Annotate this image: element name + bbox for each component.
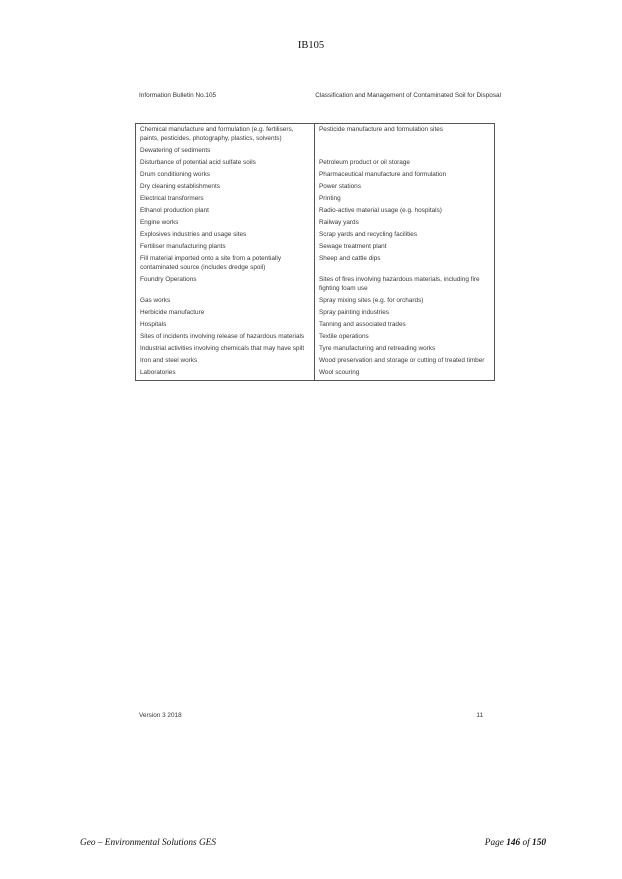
document-code: IB105 xyxy=(297,40,325,51)
table-cell: Foundry Operations xyxy=(140,276,197,283)
table-cell: Herbicide manufacture xyxy=(140,309,205,316)
table-cell xyxy=(319,146,490,158)
table-cell: Chemical manufacture and formulation (e.g. fertilisers, paints, pesticides, photography, plastics, solvents) xyxy=(140,126,294,142)
version-text: Version 3 2018 xyxy=(139,712,182,719)
table-cell: Fill material imported onto a site from a potentially contaminated source (includes dredge spoil) xyxy=(140,255,282,271)
table-cell: Disturbance of potential acid sulfate soils xyxy=(140,159,256,166)
table-cell: Spray painting industries xyxy=(319,309,389,316)
bulletin-number: Information Bulletin No.105 xyxy=(139,92,217,99)
page-label: Page xyxy=(484,838,504,848)
page-indicator xyxy=(485,838,546,848)
table-cell: Textile operations xyxy=(319,333,369,340)
table-cell: Engine works xyxy=(140,219,179,226)
activities-table xyxy=(135,123,495,381)
table-cell: Petroleum product or oil storage xyxy=(319,159,410,166)
table-cell: Iron and steel works xyxy=(140,357,198,364)
table-cell: Sheep and cattle dips xyxy=(319,255,381,262)
table-cell: Electrical transformers xyxy=(140,195,204,202)
table-cell: Industrial activities involving chemicals that may have spilt xyxy=(140,345,305,352)
table-cell: Power stations xyxy=(319,183,361,190)
table-cell: Fertiliser manufacturing plants xyxy=(140,243,226,250)
table-cell: Laboratories xyxy=(140,369,176,376)
page-of: of xyxy=(522,838,530,848)
right-column xyxy=(315,124,494,380)
table-cell: Dry cleaning establishments xyxy=(140,183,220,190)
table-cell: Explosives industries and usage sites xyxy=(140,231,247,238)
table-cell: Sites of incidents involving release of hazardous materials xyxy=(140,333,305,340)
table-cell: Dewatering of sediments xyxy=(140,147,211,154)
table-cell: Hospitals xyxy=(140,321,167,328)
table-cell: Radio-active material usage (e.g. hospitals) xyxy=(319,207,442,214)
table-cell: Pharmaceutical manufacture and formulation xyxy=(319,171,447,178)
table-cell: Drum conditioning works xyxy=(140,171,210,178)
bulletin-header xyxy=(139,92,501,99)
page-total: 150 xyxy=(532,838,546,848)
table-cell: Tyre manufacturing and retreading works xyxy=(319,345,436,352)
page-current: 146 xyxy=(506,838,521,848)
table-cell: Spray mixing sites (e.g. for orchards) xyxy=(319,297,424,304)
table-cell: Tanning and associated trades xyxy=(319,321,406,328)
table-cell: Printing xyxy=(319,195,341,202)
page-footer xyxy=(80,838,546,848)
bulletin-title: Classification and Management of Contaminated Soil for Disposal xyxy=(315,92,501,99)
left-column xyxy=(136,124,315,380)
table-cell: Sites of fires involving hazardous materials, including fire fighting foam use xyxy=(319,276,480,292)
table-cell: Gas works xyxy=(140,297,171,304)
version-footer xyxy=(139,712,483,719)
table-cell: Railway yards xyxy=(319,219,359,226)
company-name: Geo – Environmental Solutions GES xyxy=(80,838,216,848)
table-cell: Scrap yards and recycling facilities xyxy=(319,231,418,238)
table-cell: Pesticide manufacture and formulation sites xyxy=(319,126,443,133)
table-cell: Ethanol production plant xyxy=(140,207,209,214)
table-cell: Sewage treatment plant xyxy=(319,243,387,250)
table-cell: Wool scouring xyxy=(319,369,360,376)
table-cell: Wood preservation and storage or cutting of treated timber xyxy=(319,357,485,364)
inner-page-number: 11 xyxy=(476,712,483,719)
